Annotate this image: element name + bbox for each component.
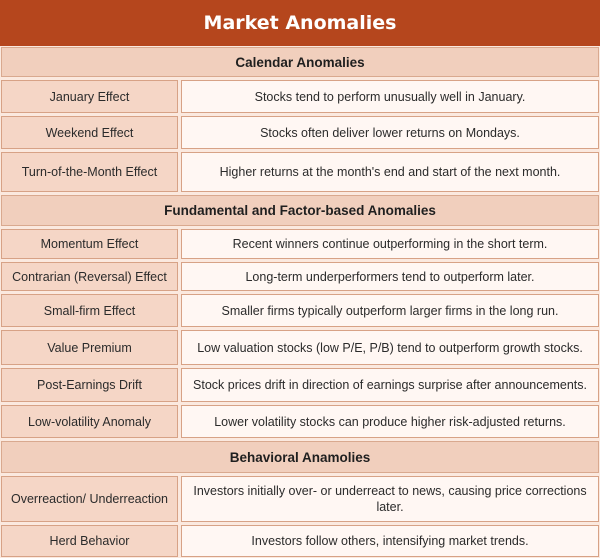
row-description-overreaction: Investors initially over- or underreact to news, causing price corrections later. — [181, 476, 599, 522]
table-title: Market Anomalies — [0, 0, 600, 46]
row-name-turn-of-month: Turn-of-the-Month Effect — [1, 152, 178, 192]
row-name-small-firm-effect: Small-firm Effect — [1, 294, 178, 327]
row-name-january-effect: January Effect — [1, 80, 178, 113]
section-heading-calendar: Calendar Anomalies — [1, 47, 599, 77]
row-description-turn-of-month: Higher returns at the month's end and start of the next month. — [181, 152, 599, 192]
row-description-herd-behavior: Investors follow others, intensifying market trends. — [181, 525, 599, 557]
row-description-post-earnings-drift: Stock prices drift in direction of earnings surprise after announcements. — [181, 368, 599, 402]
row-name-overreaction: Overreaction/ Underreaction — [1, 476, 178, 522]
row-description-value-premium: Low valuation stocks (low P/E, P/B) tend to outperform growth stocks. — [181, 330, 599, 365]
row-name-contrarian-effect: Contrarian (Reversal) Effect — [1, 262, 178, 291]
row-name-herd-behavior: Herd Behavior — [1, 525, 178, 557]
row-name-momentum-effect: Momentum Effect — [1, 229, 178, 259]
row-description-weekend-effect: Stocks often deliver lower returns on Mondays. — [181, 116, 599, 149]
row-name-low-volatility: Low-volatility Anomaly — [1, 405, 178, 438]
section-heading-fundamental: Fundamental and Factor-based Anomalies — [1, 195, 599, 226]
row-description-small-firm-effect: Smaller firms typically outperform larger firms in the long run. — [181, 294, 599, 327]
row-description-low-volatility: Lower volatility stocks can produce higher risk-adjusted returns. — [181, 405, 599, 438]
row-name-weekend-effect: Weekend Effect — [1, 116, 178, 149]
row-description-momentum-effect: Recent winners continue outperforming in the short term. — [181, 229, 599, 259]
row-name-post-earnings-drift: Post-Earnings Drift — [1, 368, 178, 402]
section-heading-behavioral: Behavioral Anamolies — [1, 441, 599, 473]
row-description-contrarian-effect: Long-term underperformers tend to outperform later. — [181, 262, 599, 291]
row-name-value-premium: Value Premium — [1, 330, 178, 365]
row-description-january-effect: Stocks tend to perform unusually well in January. — [181, 80, 599, 113]
